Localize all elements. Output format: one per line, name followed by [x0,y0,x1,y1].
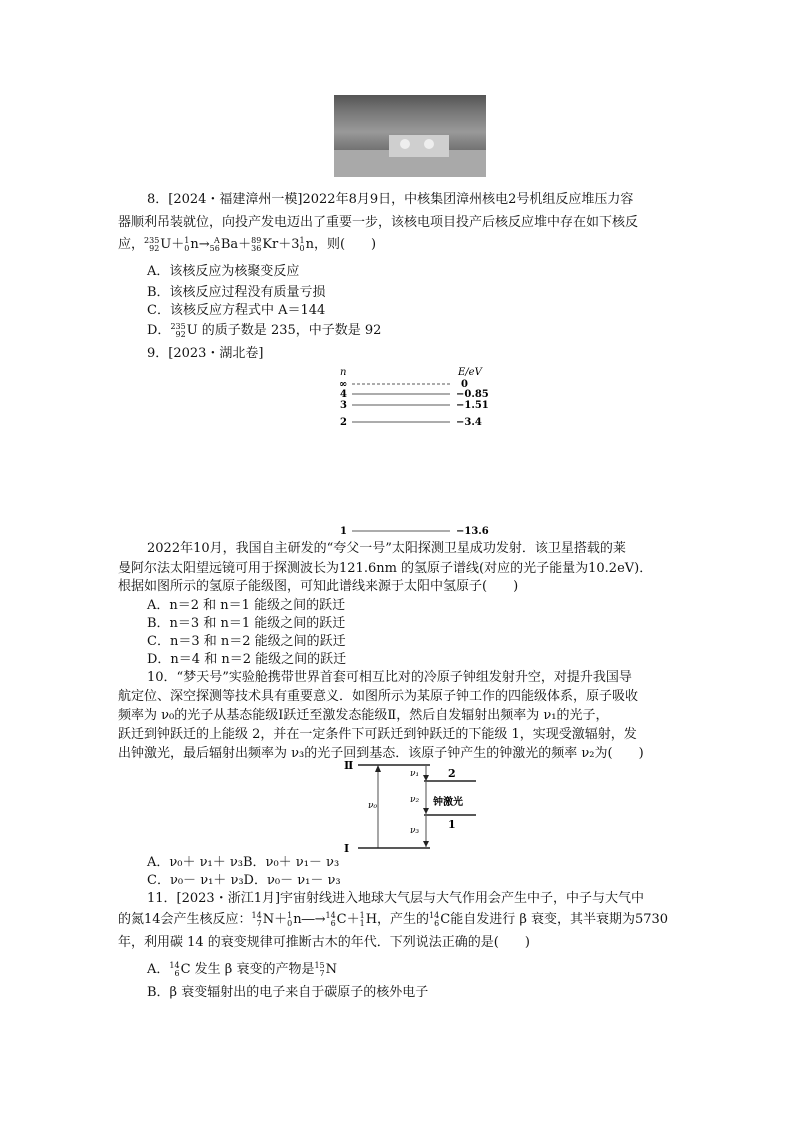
level-inf-n: ∞ [339,379,348,390]
hydrogen-energy-level-diagram [330,364,500,540]
q10-line3: 频率为 ν₀的光子从基态能级Ⅰ跃迁至激发态能级Ⅱ，然后自发辐射出频率为 ν₁的光子， [118,708,609,723]
level-II-label: Ⅱ [344,760,354,772]
q11-option-a: A． 14 6 C 发生 β 衰变的产物是 15 7 N [147,960,338,978]
level-4-n: 4 [340,389,347,400]
q8-option-b: B．该核反应过程没有质量亏损 [147,285,326,300]
level-1-n: 1 [340,526,347,537]
level-1-e: −13.6 [456,526,489,537]
four-level-clock-diagram [338,760,488,855]
q11-line1: 11．[2023・浙江1月]宇宙射线进入地球大气层与大气作用会产生中子，中子与大气中 [147,891,645,906]
clock-laser-label: 钟激光 [433,797,463,808]
q8-option-d: D． 235 92 U 的质子数是 235，中子数是 92 [147,321,382,339]
nu2-label: ν₂ [410,795,420,805]
q8-option-c: C．该核反应方程式中 A＝144 [147,303,326,318]
energy-axis-label: E/eV [458,367,482,378]
q8-line1: 8．[2024・福建漳州一模]2022年8月9日，中核集团漳州核电2号机组反应堆压力容 [147,192,634,207]
q8-option-a: A．该核反应为核聚变反应 [147,264,300,279]
n-axis-label: n [340,367,347,378]
level-2-label: 2 [448,767,456,780]
level-2-e: −3.4 [456,417,482,428]
q9-option-b: B．n＝3 和 n＝1 能级之间的跃迁 [147,616,346,631]
q10-line5: 出钟激光，最后辐射出频率为 ν₃的光子回到基态．该原子钟产生的钟激光的频率 ν₂为( ) [118,746,644,761]
level-3-n: 3 [340,400,347,411]
nu0-arrowhead [375,765,381,772]
nuclear-plant-photo [334,95,486,177]
level-I-label: Ⅰ [344,842,350,855]
q9-header: 9．[2023・湖北卷] [147,346,264,361]
nu1-arrowhead [423,775,429,781]
q11-line3: 年，利用碳 14 的衰变规律可推断古木的年代．下列说法正确的是( ) [118,935,530,950]
nu2-arrowhead [423,808,429,814]
q9-para-line1: 2022年10月，我国自主研发的“夸父一号”太阳探测卫星成功发射．该卫星搭载的莱 [147,541,626,556]
q10-line4: 跃迁到钟跃迁的上能级 2，并在一定条件下可跃迁到钟跃迁的下能级 1，实现受激辐射，发 [118,727,637,742]
level-inf-e: 0 [461,379,468,390]
nu3-arrowhead [423,841,429,847]
q9-para-line3: 根据如图所示的氢原子能级图，可知此谱线来源于太阳中氢原子( ) [118,579,519,594]
q11-line2: 的氮14会产生核反应： 14 7 N＋ 1 0 n―→ 14 6 C＋ 1 1 H，产生的 14 6 C能自发进行 β 衰变，其半衰期为5730 [118,910,669,928]
q10-options-ab: A．ν₀＋ ν₁＋ ν₃B．ν₀＋ ν₁－ ν₃ [147,855,340,870]
q8-equation: 应， 235 92 U＋ 1 0 n→ A 56 Ba＋ 89 36 Kr＋3 1 0 n，则( ) [118,235,377,253]
q9-option-d: D．n＝4 和 n＝2 能级之间的跃迁 [147,652,347,667]
q9-option-a: A．n＝2 和 n＝1 能级之间的跃迁 [147,598,346,613]
level-3-e: −1.51 [456,400,489,411]
q9-para-line2: 曼阿尔法太阳望远镜可用于探测波长为121.6nm 的氢原子谱线(对应的光子能量为10.2eV)． [118,561,653,576]
q10-line2: 航定位、深空探测等技术具有重要意义．如图所示为某原子钟工作的四能级体系，原子吸收 [118,689,639,704]
level-1-label: 1 [448,818,456,831]
q8-line2: 器顺利吊装就位，向投产发电迈出了重要一步，该核电项目投产后核反应堆中存在如下核反 [118,215,639,230]
nu3-label: ν₃ [410,826,420,836]
q9-option-c: C．n＝3 和 n＝2 能级之间的跃迁 [147,634,346,649]
nu1-label: ν₁ [410,769,420,779]
level-4-e: −0.85 [456,389,489,400]
q10-options-cd: C．ν₀－ ν₁＋ ν₃D．ν₀－ ν₁－ ν₃ [147,873,341,888]
nu0-label: ν₀ [368,801,378,811]
level-2-n: 2 [340,417,347,428]
q10-line1: 10．“梦天号”实验舱携带世界首套可相互比对的冷原子钟组发射升空，对提升我国导 [147,670,632,685]
q11-option-b: B．β 衰变辐射出的电子来自于碳原子的核外电子 [147,985,429,1000]
